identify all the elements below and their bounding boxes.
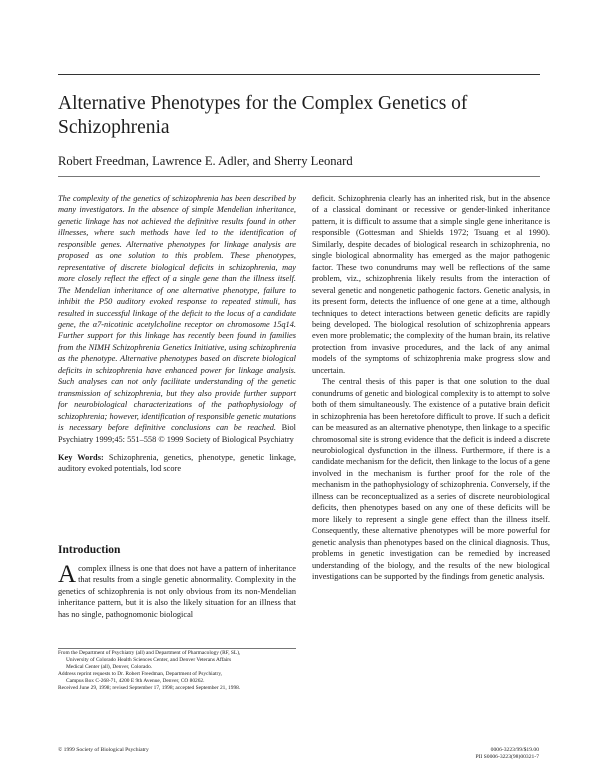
top-rule [58,74,540,75]
abstract [58,193,296,445]
footnote-rule [58,648,296,649]
footnotes [58,650,298,691]
abstract-text: The complexity of the genetics of schizophrenia has been described by many investigators. In the absence of simple Mendelian inheritance, genetic linkage has not achieved the definitive results found in other illnesses, where such methods have led to the identification of responsible genes. Alternative phenotypes for linkage analysis are proposed as one solution to this problem. These phenotypes, representative of discrete biological deficits in schizophrenia, may more closely reflect the effect of a single gene than the illness itself. The Mendelian inheritance of one alternative phenotype, failure to inhibit the P50 auditory evoked response to repeated stimuli, has resulted in successful linkage of the deficit to the locus of a candidate gene, the α7-nicotinic acetylcholine receptor on chromosome 15q14. Further support for this linkage has recently been found in families from the NIMH Schizophrenia Genetics Initiative, using schizophrenia as the phenotype. Alternative phenotypes based on discrete biological deficits in schizophrenia have enhanced power for linkage analysis. Such analyses can not only facilitate understanding of the genetic transmission of schizophrenia, but they also provide further support for neurobiological characterizations of the pathophysiology of schizophrenia; however, identification of responsible genetic mutations is necessary before definitive conclusions can be reached. [58,194,296,433]
left-column [58,193,296,475]
footnote-reprint-line-2: Campus Box C-268-71, 4200 E 9th Avenue, Denver, CO 80262. [66,677,205,684]
body-paragraph-1: deficit. Schizophrenia clearly has an inherited risk, but in the absence of a classical dominant or recessive or gender-linked inheritance pattern, it is difficult to assume that a simple single gene inheritance is responsible (Gottesman and Shields 1972; Tsuang et al 1990). Similarly, despite decades of biological research in schizophrenia, no single biological abnormality has emerged as the major pathogenic factor. These two conundrums may well be reflections of the same problem, viz., schizophrenia likely results from the interaction of several genetic and nongenetic pathogenic factors. Genetic analysis, in its present form, detects the influence of one gene at a time, although techniques to detect interactions between genetic deficits are rapidly being developed. The biological resolution of schizophrenia appears even more problematic; the complexity of the human brain, its relative protection from invasive procedures, and the lack of any animal models of the symptoms of schizophrenia make progress slow and uncertain. [312,194,550,375]
footer-pii: PII S0006-3223(98)00321-7 [475,754,539,760]
article-authors: Robert Freedman, Lawrence E. Adler, and Sherry Leonard [58,154,353,168]
introduction-text: complex illness is one that does not have a pattern of inheritance that results from a single genetic abnormality. Complexity in the genetics of schizophrenia is not only obvious from its non-Mendelian inheritance pattern, but it is also the likely situation for an illness that has no single, pathognomonic biological [58,564,296,619]
footnote-reprint-line-1: Address reprint requests to Dr. Robert Freedman, Department of Psychiatry, [58,670,223,677]
footnote-affiliation-line-2: University of Colorado Health Sciences Center, and Denver Veterans Affairs [66,656,232,663]
section-heading-introduction: Introduction [58,544,121,556]
keywords-text: Schizophrenia, genetics, phenotype, genetic linkage, auditory evoked potentials, lod score [58,452,296,474]
article-title: Alternative Phenotypes for the Complex Genetics of Schizophrenia [58,93,468,138]
right-column [312,193,550,582]
dropcap: A [58,561,77,588]
footer-identifiers [475,747,539,761]
keywords [58,452,296,475]
footnote-received: Received June 29, 1998; revised September 17, 1998; accepted September 21, 1998. [58,684,241,691]
keywords-label: Key Words: [58,452,104,462]
footer-copyright-text: © 1999 Society of Biological Psychiatry [58,747,149,753]
footer-issn: 0006-3223/99/$19.00 [490,747,539,753]
authors-rule [58,176,540,177]
introduction-paragraph [58,563,296,620]
footnote-affiliation-line-1: From the Department of Psychiatry (all) and Department of Pharmacology (RF, SL), [58,650,241,656]
footer-copyright [58,747,149,754]
footnote-affiliation-line-3: Medical Center (all), Denver, Colorado. [66,663,153,670]
body-paragraph-2: The central thesis of this paper is that one solution to the dual conundrums of genetic and biological complexity is to attempt to solve both of them simultaneously. The existence of a putative brain deficit in schizophrenia has been heretofore difficult to prove. If such a deficit can be measured as an alternative phenotype, then linkage to a specific chromosomal site is strong evidence that the deficit is indeed a discrete neurobiological dysfunction in the illness. Furthermore, if there is a candidate mechanism for the deficit, then linkage to the locus of a gene involved in the mechanism is further proof for the role of the mechanism in the pathophysiology of schizophrenia. Conversely, if the illness can be reconceptualized as a series of discrete neurobiological deficits, then phenotypes based on any one of these deficits will be more likely to represent a single gene effect than the illness itself. Consequently, these alternative phenotypes will be more powerful for genetic analysis than phenotypes based on the clinical diagnosis. Thus, problems in genetic investigation can be remedied by increased understanding of the biology, and the results of the new biological investigations can be supported by the findings from genetic analysis. [312,377,550,581]
abstract-citation: Biol Psychiatry 1999;45: 551–558 © 1999 Society of Biological Psychiatry [58,423,296,444]
